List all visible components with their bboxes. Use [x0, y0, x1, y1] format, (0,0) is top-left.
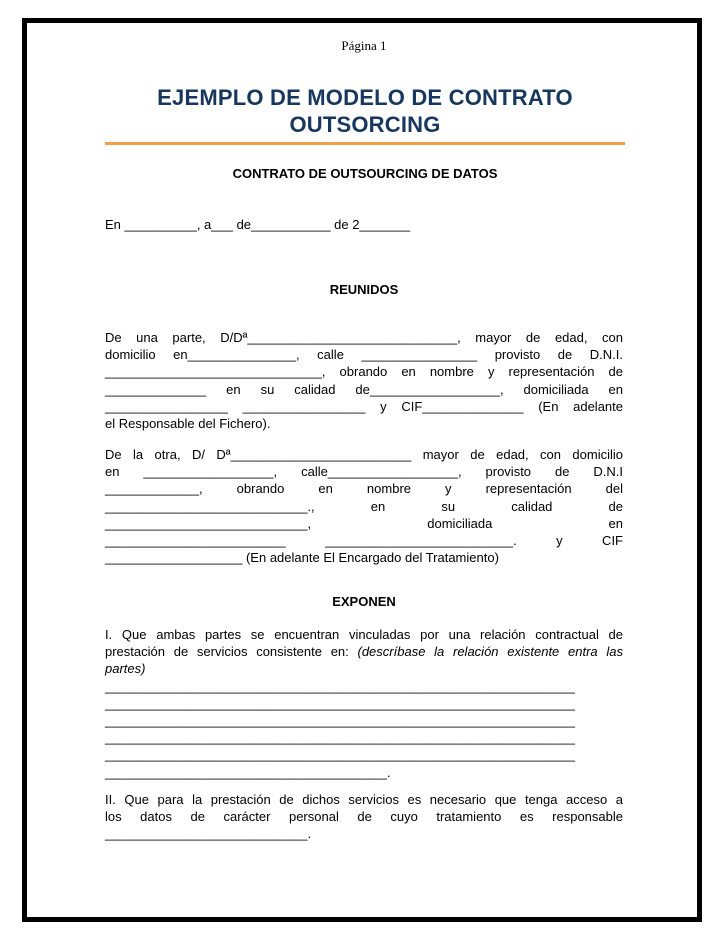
title-underline: [105, 142, 625, 145]
expone1-line2-plain: prestación de servicios consistente en:: [105, 644, 358, 660]
heading-exponen: EXPONEN: [332, 594, 396, 609]
paragraph-expone-1: [105, 626, 623, 781]
expone1-line: [105, 643, 623, 660]
parte1-line: De una parte, D/Dª_____________________________, mayor de edad, con: [105, 330, 623, 345]
heading-reunidos: REUNIDOS: [329, 282, 399, 297]
parte1-line: ______________________________, obrando en nombre y representación de: [105, 364, 623, 380]
expone1-line: partes): [105, 661, 146, 677]
date-line-text: En __________, a___ de___________ de 2_______: [105, 217, 411, 232]
paragraph-parte-1: [105, 329, 623, 432]
blank-line: _________________________________________________________________: [105, 695, 575, 711]
parte1-line: domicilio en_______________, calle ________________ provisto de D.N.I.: [105, 347, 623, 363]
parte2-line: en __________________, calle__________________, provisto de D.N.I: [105, 464, 623, 480]
blank-line: _______________________________________.: [105, 764, 391, 780]
parte1-line: el Responsable del Fichero).: [105, 416, 271, 432]
blank-line: _________________________________________________________________: [105, 747, 575, 763]
blank-line: _________________________________________________________________: [105, 730, 575, 746]
title-line-1: EJEMPLO DE MODELO DE CONTRATO: [157, 85, 573, 110]
blank-line: _________________________________________________________________: [105, 678, 575, 694]
parte1-line: ______________ en su calidad de__________________, domiciliada en: [105, 381, 623, 397]
expone1-line2-italic: (descríbase la relación existente entra las: [357, 644, 623, 660]
parte2-line: _____________, obrando en nombre y representación del: [105, 481, 623, 497]
parte2-line: ____________________________, domiciliada en: [105, 515, 623, 531]
parte2-line: De la otra, D/ Dª_________________________ mayor de edad, con domicilio: [105, 447, 623, 462]
document-subtitle: CONTRATO DE OUTSOURCING DE DATOS: [232, 166, 498, 181]
document-title: [105, 84, 625, 138]
parte2-line: _________________________ __________________________. y CIF: [105, 533, 623, 549]
expone2-line: los datos de carácter personal de cuyo tratamiento es responsable: [105, 809, 623, 825]
page-number: Página 1: [341, 38, 387, 53]
paragraph-expone-2: [105, 791, 623, 843]
date-line: [105, 216, 623, 233]
paragraph-parte-2: [105, 446, 623, 566]
expone2-line: II. Que para la prestación de dichos servicios es necesario que tenga acceso a: [105, 792, 623, 807]
blank-line: _________________________________________________________________: [105, 713, 575, 729]
expone1-line: I. Que ambas partes se encuentran vinculadas por una relación contractual de: [105, 627, 623, 642]
parte1-line: _________________ _________________ y CIF______________ (En adelante: [105, 398, 623, 414]
parte2-line: ____________________________., en su calidad de: [105, 498, 623, 514]
title-line-2: OUTSORCING: [289, 112, 441, 137]
parte2-line: ___________________ (En adelante El Encargado del Tratamiento): [105, 550, 499, 566]
expone2-line: ____________________________.: [105, 826, 312, 842]
